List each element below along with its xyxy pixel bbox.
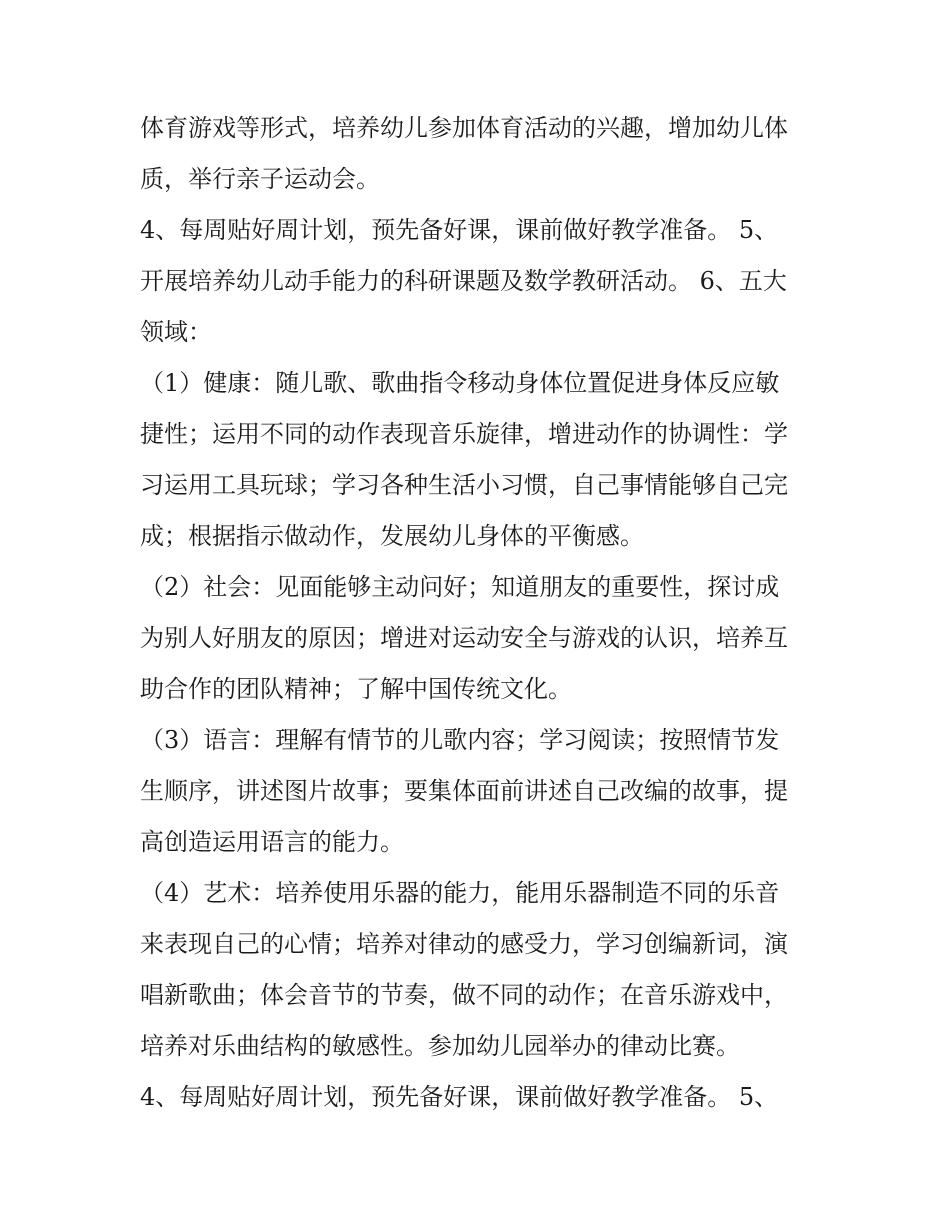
text-line: 唱新歌曲；体会音节的节奏，做不同的动作；在音乐游戏中，	[140, 981, 788, 1009]
text-line: 成；根据指示做动作，发展幼儿身体的平衡感。	[140, 522, 644, 550]
text-line: 开展培养幼儿动手能力的科研课题及数学教研活动。 6、五大	[140, 267, 787, 295]
text-line: 高创造运用语言的能力。	[140, 828, 404, 856]
text-line: 捷性；运用不同的动作表现音乐旋律，增进动作的协调性：学	[140, 420, 788, 448]
text-line: 为别人好朋友的原因；增进对运动安全与游戏的认识，培养互	[140, 624, 788, 652]
text-line: 4、每周贴好周计划，预先备好课，课前做好教学准备。 5、	[140, 1083, 779, 1111]
text-line: （1）健康：随儿歌、歌曲指令移动身体位置促进身体反应敏	[140, 369, 780, 397]
text-line: 生顺序，讲述图片故事；要集体面前讲述自己改编的故事，提	[140, 777, 788, 805]
text-line: 体育游戏等形式，培养幼儿参加体育活动的兴趣，增加幼儿体	[140, 114, 788, 142]
text-line: （4）艺术：培养使用乐器的能力，能用乐器制造不同的乐音	[140, 879, 780, 907]
text-line: 培养对乐曲结构的敏感性。参加幼儿园举办的律动比赛。	[140, 1032, 740, 1060]
text-line: （3）语言：理解有情节的儿歌内容；学习阅读；按照情节发	[140, 726, 780, 754]
text-line: （2）社会：见面能够主动问好；知道朋友的重要性，探讨成	[140, 573, 780, 601]
text-line: 质，举行亲子运动会。	[140, 165, 380, 193]
text-line: 习运用工具玩球；学习各种生活小习惯，自己事情能够自己完	[140, 471, 788, 499]
text-line: 助合作的团队精神；了解中国传统文化。	[140, 675, 572, 703]
text-line: 领域：	[140, 318, 212, 346]
text-line: 来表现自己的心情；培养对律动的感受力，学习创编新词，演	[140, 930, 788, 958]
text-line: 4、每周贴好周计划，预先备好课，课前做好教学准备。 5、	[140, 216, 779, 244]
